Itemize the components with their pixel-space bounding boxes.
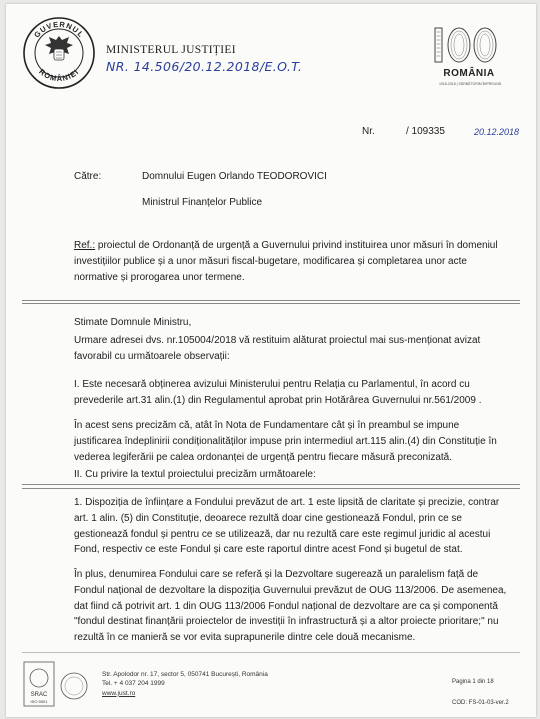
centenary-logo-icon [431, 24, 501, 68]
centenary-number: 100 [431, 24, 433, 25]
reference-text: proiectul de Ordonanță de urgență a Guvernului privind instituirea unor măsuri în domeniul investițiilor publice și a unor măsuri fiscal-bugetare, modificarea și completarea unor acte normative și prorogarea unor termene. [74, 240, 498, 283]
certification-logos-icon [22, 658, 92, 712]
recipient-name: Domnului Eugen Orlando TEODOROVICI [142, 171, 327, 182]
website-link[interactable]: www.just.ro [102, 689, 136, 697]
divider [22, 488, 520, 489]
government-seal-icon [22, 16, 96, 90]
to-label: Către: [74, 171, 102, 182]
number-label: Nr. [362, 126, 375, 137]
seal-text-bottom: ROMÂNIEI [37, 66, 81, 84]
handwritten-date: 20.12.2018 [474, 127, 520, 137]
address-line: Str. Apolodor nr. 17, sector 5, 050741 București, România [102, 671, 268, 678]
divider [22, 303, 520, 304]
reference-label: Ref.: [74, 240, 96, 251]
document-page [6, 4, 536, 717]
page-number: Pagina 1 din 18 [452, 679, 494, 685]
registration-stamp: NR. 14.506/20.12.2018/E.O.T. [106, 59, 303, 74]
additional-paragraph: În plus, denumirea Fondului care se referă și la Dezvoltare sugerează un paralelism față de Fondul național de dezvoltare la dispoziția Guvernului prevăzut de OUG 113/2006. De asemenea, dat fiind că potrivit art. 1 din OUG 113/2006 Fondul național de dezvoltare are ca și componentă "fondul destinat finanțării proiectelor de investiții în infrastructură și a altor proiecte prioritare;" nu rezultă în ce manieră se vor evita suprapunerile dintre cele două mecanisme. [74, 569, 507, 644]
point-1-paragraph: 1. Dispoziția de înființare a Fondului prevăzut de art. 1 este lipsită de claritate și precizie, contrar art. 1 alin. (5) din Constituție, deoarece rezultă doar cine gestionează Fondul, prin ce se gestionează fondul și pentru ce se utilizează, dar nu rezultă care este regimul juridic al acestui Fond, respectiv ce este Fondul și care este raportul dintre acest Fond și bugetul de stat. [74, 497, 500, 556]
reference-block [74, 238, 504, 286]
footer-divider [22, 652, 520, 653]
intro-paragraph: Urmare adresei dvs. nr.105004/2018 vă restituim alăturat proiectul mai sus-menționat avizat favorabil cu următoarele observații: [74, 335, 481, 362]
phone-line: Tel. + 4 037 204 1999 [102, 680, 165, 688]
divider [22, 484, 520, 485]
logo-text-srac: SRAC [30, 692, 48, 698]
salutation: Stimate Domnule Ministru, [74, 317, 192, 328]
section-2-heading: II. Cu privire la textul proiectului precizăm următoarele: [74, 469, 316, 480]
centenary-caption: 1918-2018 | SĂRBĂTORIM ÎMPREUNĂ [438, 82, 502, 86]
document-code: COD: FS-01-03-ver.2 [452, 700, 509, 706]
divider [22, 300, 520, 301]
clarification-paragraph: În acest sens precizăm că, atât în Nota de Fundamentare cât și în preambul se impune justificarea îndeplinirii condiționalităților impuse prin intermediul art.115 alin.(4) din Constituție în vederea legiferării pe calea ordonanței de urgență pentru fiecare măsură preconizată. [74, 420, 497, 463]
logo-text-iso: ISO 9001 [30, 699, 48, 704]
seal-text-top: GUVERNUL [32, 19, 86, 40]
recipient-title: Ministrul Finanțelor Publice [142, 197, 263, 208]
svg-text:ROMÂNIEI [37, 67, 81, 83]
centenary-country-label: ROMÂNIA [443, 68, 495, 79]
number-value: / 109335 [406, 126, 445, 137]
section-1-paragraph: I. Este necesară obținerea avizului Ministerului pentru Relația cu Parlamentul, în acord cu prevederile art.31 alin.(1) din Regulamentul aprobat prin Hotărârea Guvernului nr.561/2009 . [74, 379, 482, 406]
footer-address [102, 670, 268, 698]
ministry-name: MINISTERUL JUSTIȚIEI [106, 44, 236, 56]
